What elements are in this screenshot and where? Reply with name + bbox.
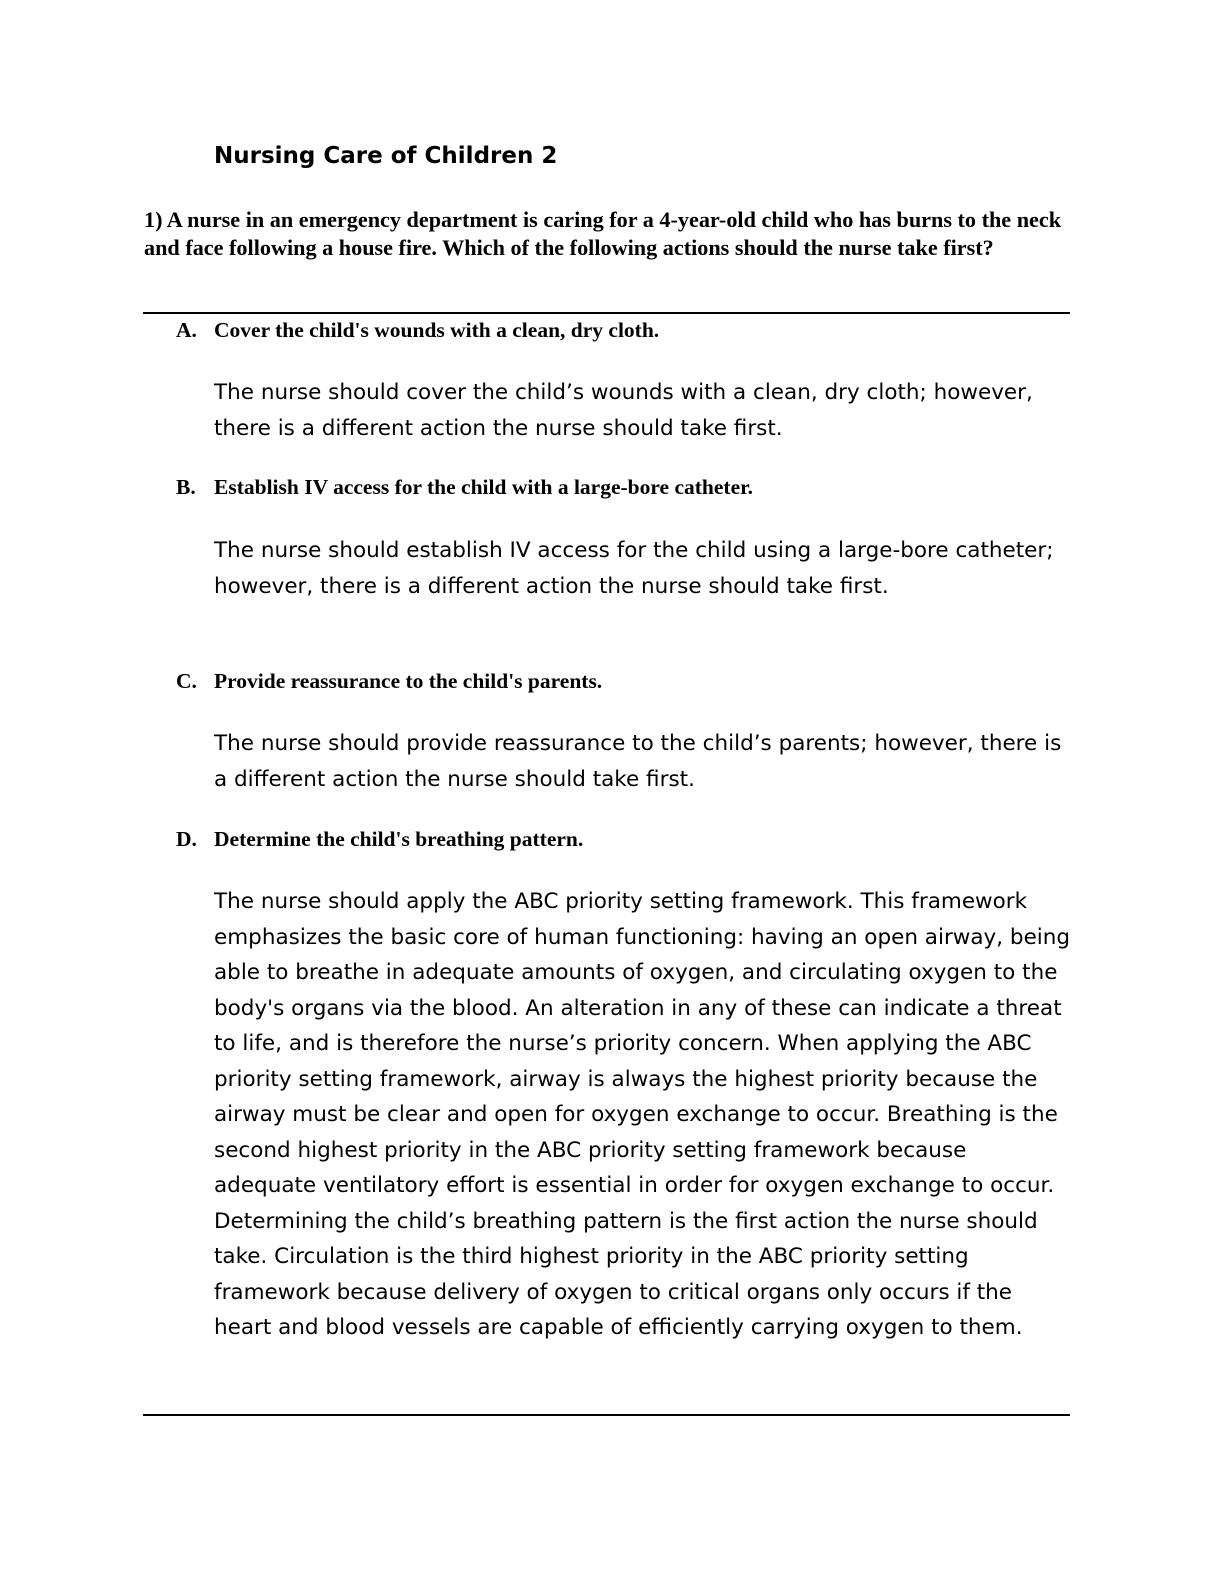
- option-d-rationale: The nurse should apply the ABC priority setting framework. This framework emphasizes the basic core of human functioning: having an open airway, being able to breathe in adequate amounts of oxygen, and circulating oxygen to the body's organs via the blood. An alteration in any of these can indicate a threat to life, and is therefore the nurse’s priority concern. When applying the ABC priority setting framework, airway is always the highest priority because the airway must be clear and open for oxygen exchange to occur. Breathing is the second highest priority in the ABC priority setting framework because adequate ventilatory effort is essential in order for oxygen exchange to occur. Determining the child’s breathing pattern is the first action the nurse should take. Circulation is the third highest priority in the ABC priority setting framework because delivery of oxygen to critical organs only occurs if the heart and blood vessels are capable of efficiently carrying oxygen to them.: [214, 889, 1071, 1340]
- document-title: Nursing Care of Children 2: [214, 143, 558, 169]
- option-c-rationale: The nurse should provide reassurance to the child’s parents; however, there is a different action the nurse should take first.: [214, 731, 1062, 792]
- option-b-rationale: The nurse should establish IV access for the child using a large-bore catheter; however, there is a different action the nurse should take first.: [214, 538, 1054, 599]
- option-a: [176, 316, 659, 344]
- option-text: Establish IV access for the child with a large-bore catheter.: [214, 475, 754, 499]
- top-divider: [143, 312, 1070, 314]
- option-letter: B.: [176, 475, 196, 499]
- option-a-rationale: The nurse should cover the child’s wounds with a clean, dry cloth; however, there is a different action the nurse should take first.: [214, 380, 1033, 441]
- option-text: Cover the child's wounds with a clean, dry cloth.: [214, 318, 660, 342]
- bottom-divider: [143, 1414, 1070, 1416]
- option-letter: A.: [176, 318, 197, 342]
- option-letter: C.: [176, 669, 197, 693]
- option-d: [176, 825, 583, 853]
- option-letter: D.: [176, 827, 197, 851]
- question-stem: 1) A nurse in an emergency department is caring for a 4-year-old child who has burns to the neck and face following a house fire. Which of the following actions should the nurse take first?: [144, 207, 1062, 260]
- option-c: [176, 667, 602, 695]
- option-text: Determine the child's breathing pattern.: [214, 827, 584, 851]
- option-text: Provide reassurance to the child's parents.: [214, 669, 603, 693]
- option-b: [176, 473, 753, 501]
